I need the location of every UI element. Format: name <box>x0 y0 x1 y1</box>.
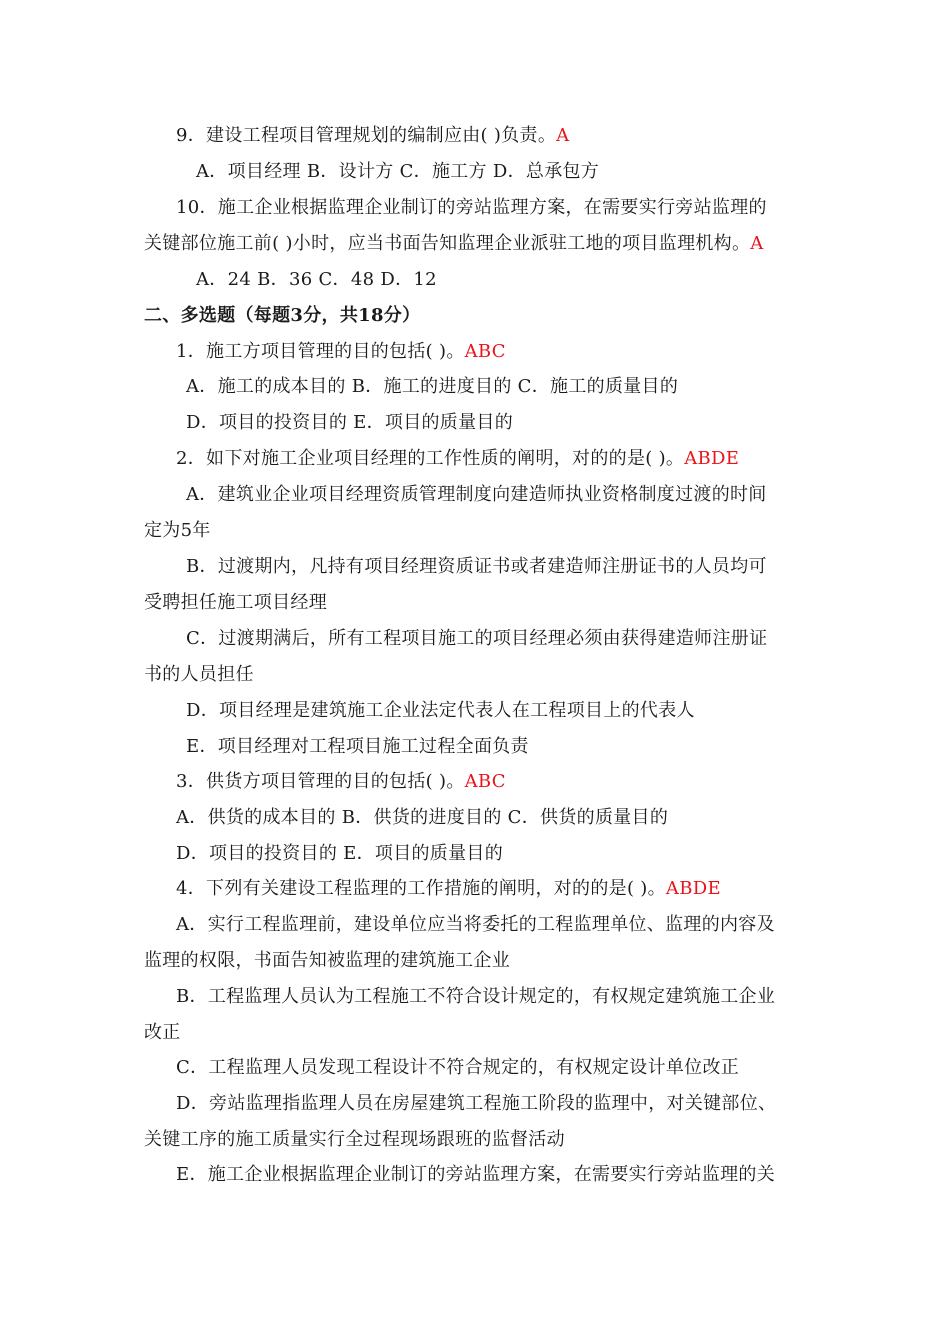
question-10-answer: A <box>750 233 764 254</box>
mc-question-4-option-a-line2: 监理的权限，书面告知被监理的建筑施工企业 <box>144 950 510 971</box>
question-10-stem-line1: 10．施工企业根据监理企业制订的旁站监理方案，在需要实行旁站监理的 <box>176 197 767 218</box>
mc-question-4-stem: 4．下列有关建设工程监理的工作措施的阐明，对的的是( )。 <box>176 878 666 899</box>
mc-question-4 <box>176 877 721 901</box>
mc-question-4-option-d-line2: 关键工序的施工质量实行全过程现场跟班的监督活动 <box>144 1129 565 1150</box>
question-9-stem: 9．建设工程项目管理规划的编制应由( )负责。 <box>176 125 557 146</box>
mc-question-3-answer: ABC <box>464 771 506 792</box>
mc-question-1-options-line2: D．项目的投资目的 E．项目的质量目的 <box>186 412 513 433</box>
question-10-options: A．24 B．36 C．48 D．12 <box>196 269 437 290</box>
question-10-stem-text: 关键部位施工前( )小时，应当书面告知监理企业派驻工地的项目监理机构。 <box>144 233 751 254</box>
mc-question-4-option-b-line1: B．工程监理人员认为工程施工不符合设计规定的，有权规定建筑施工企业 <box>176 986 776 1007</box>
mc-question-2-option-e: E．项目经理对工程项目施工过程全面负责 <box>186 736 529 757</box>
mc-question-2-option-a-line2: 定为5年 <box>144 520 211 541</box>
mc-question-2 <box>176 447 739 471</box>
mc-question-3-options-line1: A．供货的成本目的 B．供货的进度目的 C．供货的质量目的 <box>176 807 669 828</box>
mc-question-2-answer: ABDE <box>684 448 740 469</box>
mc-question-2-option-b-line1: B．过渡期内，凡持有项目经理资质证书或者建造师注册证书的人员均可 <box>186 556 767 577</box>
mc-question-2-option-c-line1: C．过渡期满后，所有工程项目施工的项目经理必须由获得建造师注册证 <box>186 628 768 649</box>
mc-question-3-options-line2: D．项目的投资目的 E．项目的质量目的 <box>176 843 503 864</box>
mc-question-2-option-a-line1: A．建筑业企业项目经理资质管理制度向建造师执业资格制度过渡的时间 <box>186 484 767 505</box>
mc-question-4-option-c: C．工程监理人员发现工程设计不符合规定的，有权规定设计单位改正 <box>176 1057 740 1078</box>
question-9-options: A．项目经理 B．设计方 C．施工方 D．总承包方 <box>196 161 600 182</box>
mc-question-2-option-d: D．项目经理是建筑施工企业法定代表人在工程项目上的代表人 <box>186 700 695 721</box>
mc-question-1-answer: ABC <box>464 341 506 362</box>
mc-question-2-stem: 2．如下对施工企业项目经理的工作性质的阐明，对的的是( )。 <box>176 448 685 469</box>
mc-question-1-options-line1: A．施工的成本目的 B．施工的进度目的 C．施工的质量目的 <box>186 376 679 397</box>
question-10-stem-line2 <box>144 232 764 256</box>
question-9-answer: A <box>556 125 570 146</box>
mc-question-4-answer: ABDE <box>665 878 721 899</box>
mc-question-1-stem: 1．施工方项目管理的目的包括( )。 <box>176 341 465 362</box>
mc-question-3 <box>176 770 506 794</box>
question-9 <box>176 124 569 148</box>
mc-question-3-stem: 3．供货方项目管理的目的包括( )。 <box>176 771 465 792</box>
mc-question-4-option-d-line1: D．旁站监理指监理人员在房屋建筑工程施工阶段的监理中，对关键部位、 <box>176 1093 777 1114</box>
mc-question-4-option-b-line2: 改正 <box>144 1022 181 1043</box>
mc-question-4-option-a-line1: A．实行工程监理前，建设单位应当将委托的工程监理单位、监理的内容及 <box>176 914 775 935</box>
mc-question-4-option-e-line1: E．施工企业根据监理企业制订的旁站监理方案，在需要实行旁站监理的关 <box>176 1164 776 1185</box>
mc-question-2-option-c-line2: 书的人员担任 <box>144 664 254 685</box>
mc-question-2-option-b-line2: 受聘担任施工项目经理 <box>144 592 327 613</box>
mc-question-1 <box>176 340 506 364</box>
section-heading-multiple-choice: 二、多选题（每题3分，共18分） <box>144 305 421 326</box>
